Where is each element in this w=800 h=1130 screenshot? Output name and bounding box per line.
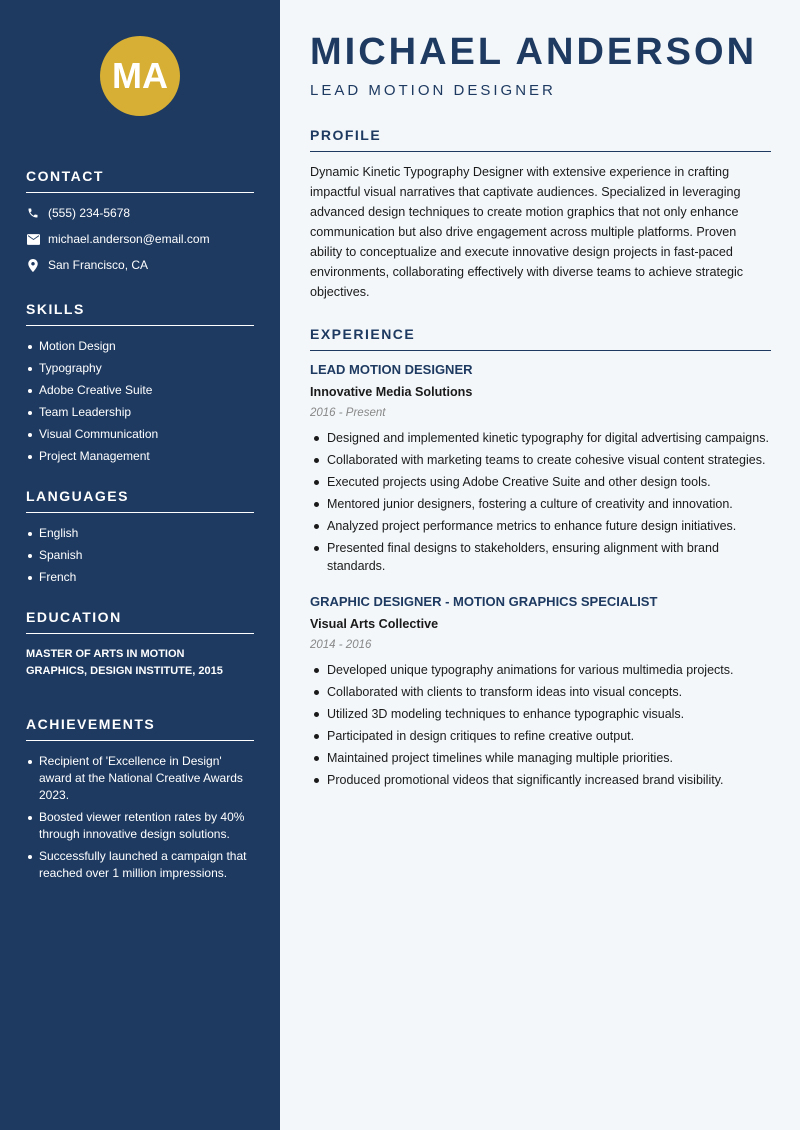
job-entry xyxy=(310,593,771,789)
skills-heading: SKILLS xyxy=(26,301,254,326)
contact-location xyxy=(26,257,254,273)
list-item: Mentored junior designers, fostering a culture of creativity and innovation. xyxy=(310,495,771,513)
job-dates: 2014 - 2016 xyxy=(310,639,372,651)
contact-heading: CONTACT xyxy=(26,168,254,193)
job-title: GRAPHIC DESIGNER - MOTION GRAPHICS SPECIALIST xyxy=(310,594,658,609)
contact-section xyxy=(26,168,254,273)
candidate-name: MICHAEL ANDERSON xyxy=(310,31,758,73)
candidate-title: LEAD MOTION DESIGNER xyxy=(310,82,556,99)
job-company: Visual Arts Collective xyxy=(310,617,439,631)
list-item: Analyzed project performance metrics to enhance future design initiatives. xyxy=(310,517,771,535)
job-bullets xyxy=(310,429,771,575)
list-item: Designed and implemented kinetic typography for digital advertising campaigns. xyxy=(310,429,771,447)
experience-heading: EXPERIENCE xyxy=(310,326,771,351)
phone-icon xyxy=(26,206,40,220)
achievements-list xyxy=(26,753,254,882)
avatar: MA xyxy=(100,36,180,116)
contact-email xyxy=(26,231,254,247)
location-text: San Francisco, CA xyxy=(48,258,149,272)
main-content xyxy=(280,0,800,1130)
list-item: French xyxy=(26,569,254,586)
list-item: Spanish xyxy=(26,547,254,564)
list-item: Presented final designs to stakeholders, ensuring alignment with brand standards. xyxy=(310,539,771,575)
profile-section xyxy=(310,127,771,302)
contact-phone xyxy=(26,205,254,221)
job-bullets xyxy=(310,661,771,789)
list-item: Motion Design xyxy=(26,338,254,355)
education-line-1: MASTER OF ARTS IN MOTION xyxy=(26,648,185,660)
job-entry xyxy=(310,361,771,575)
languages-list xyxy=(26,525,254,586)
list-item: Team Leadership xyxy=(26,404,254,421)
list-item: Utilized 3D modeling techniques to enhance typographic visuals. xyxy=(310,705,771,723)
list-item: Collaborated with marketing teams to create cohesive visual content strategies. xyxy=(310,451,771,469)
mail-icon xyxy=(26,232,40,246)
languages-section xyxy=(26,488,254,586)
list-item: Adobe Creative Suite xyxy=(26,382,254,399)
languages-heading: LANGUAGES xyxy=(26,488,254,513)
skills-list xyxy=(26,338,254,465)
list-item: Produced promotional videos that significantly increased brand visibility. xyxy=(310,771,771,789)
profile-heading: PROFILE xyxy=(310,127,771,152)
skills-section xyxy=(26,301,254,465)
achievements-heading: ACHIEVEMENTS xyxy=(26,716,254,741)
list-item: Executed projects using Adobe Creative Suite and other design tools. xyxy=(310,473,771,491)
list-item: Visual Communication xyxy=(26,426,254,443)
phone-text: (555) 234-5678 xyxy=(48,206,131,220)
achievements-section xyxy=(26,716,254,882)
education-line-2: GRAPHICS, DESIGN INSTITUTE, 2015 xyxy=(26,665,223,677)
education-degree xyxy=(26,646,254,680)
email-text: michael.anderson@email.com xyxy=(48,232,210,246)
list-item: English xyxy=(26,525,254,542)
list-item: Successfully launched a campaign that reached over 1 million impressions. xyxy=(26,848,254,882)
list-item: Maintained project timelines while managing multiple priorities. xyxy=(310,749,771,767)
list-item: Boosted viewer retention rates by 40% through innovative design solutions. xyxy=(26,809,254,843)
experience-section xyxy=(310,326,771,789)
list-item: Typography xyxy=(26,360,254,377)
list-item: Project Management xyxy=(26,448,254,465)
education-heading: EDUCATION xyxy=(26,609,254,634)
job-company: Innovative Media Solutions xyxy=(310,385,473,399)
list-item: Participated in design critiques to refine creative output. xyxy=(310,727,771,745)
sidebar xyxy=(0,0,280,1130)
list-item: Developed unique typography animations for various multimedia projects. xyxy=(310,661,771,679)
education-section xyxy=(26,609,254,680)
list-item: Recipient of 'Excellence in Design' award at the National Creative Awards 2023. xyxy=(26,753,254,804)
job-dates: 2016 - Present xyxy=(310,407,386,419)
list-item: Collaborated with clients to transform ideas into visual concepts. xyxy=(310,683,771,701)
job-title: LEAD MOTION DESIGNER xyxy=(310,362,473,377)
profile-text: Dynamic Kinetic Typography Designer with extensive experience in crafting impactful visual narratives that captivate audiences. Specialized in leveraging advanced design techniques to create motion graphics that not only enhance communication but also drive engagement across multiple platforms. Proven ability to conceptualize and execute innovative design projects in fast-paced environments, collaborating effectively with diverse teams to achieve strategic objectives. xyxy=(310,165,744,299)
location-pin-icon xyxy=(26,258,40,272)
